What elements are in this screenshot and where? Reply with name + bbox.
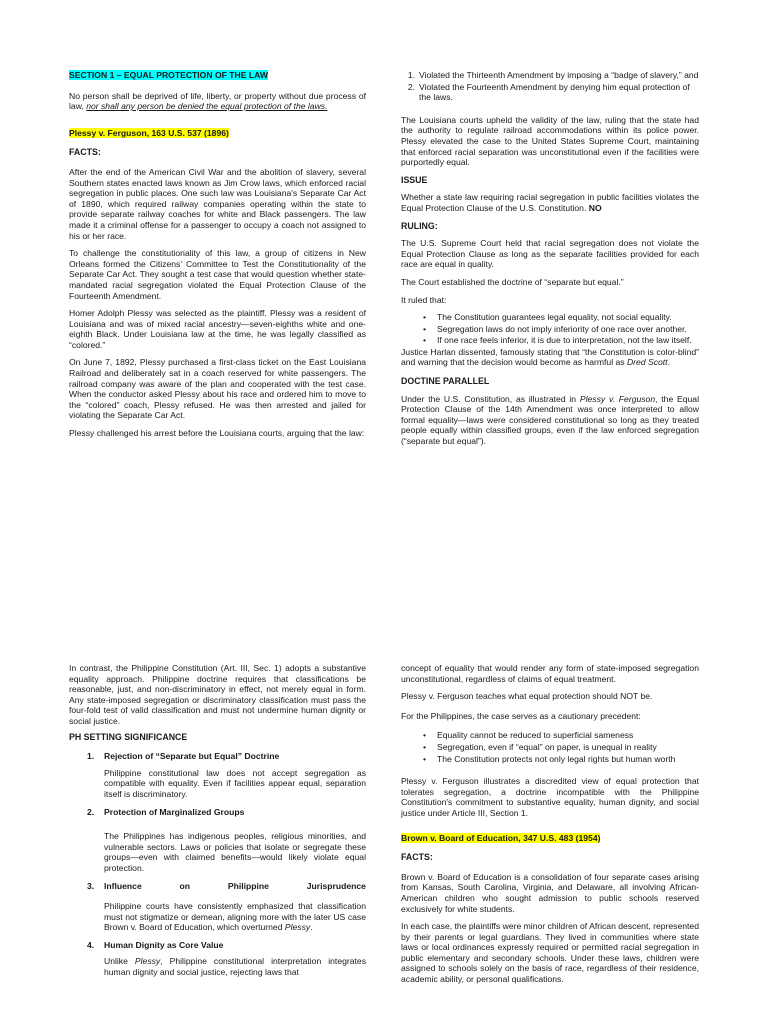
courts-paragraph: The Louisiana courts upheld the validity of the law, ruling that the state had the authority to regulate railroad accommodations within its police power. Plessy elevated the case to the United States Supreme Court, maintaining that enforced racial separation was unconstitutional even if the facilities were purportedly equal.	[401, 114, 699, 168]
ruled-bullets	[401, 312, 699, 346]
ph-item-title: Rejection of “Separate but Equal” Doctrine	[104, 751, 280, 762]
issue-answer: NO	[588, 202, 602, 213]
concept-paragraph: concept of equality that would render any form of state-imposed segregation unconstitutional, regardless of claims of equal treatment.	[401, 663, 699, 684]
ph-item-text: Philippine courts have consistently emphasized that classification must not stigmatize or demean, aligning more with the later US case Brown v. Board of Education, which overturned Plessy.	[104, 901, 366, 933]
issue-text: Whether a state law requiring racial segregation in public facilities violates the Equal Protection Clause of the U.S. Constitution. NO	[401, 192, 699, 213]
ph-item-text: The Philippines has indigenous peoples, religious minorities, and vulnerable sectors. Laws or policies that isolate or segregate these groups—even with claimed benefits—would likely violate equal protection.	[104, 831, 366, 873]
ph-item-text: Philippine constitutional law does not accept segregation as compatible with equality. Even if facilities appear equal, separation itself is discriminatory.	[104, 767, 366, 799]
ph-item-title: Influence on Philippine Jurisprudence	[104, 880, 366, 891]
paragraph: Homer Adolph Plessy was selected as the plaintiff. Plessy was a resident of Louisiana and was of mixed racial ancestry—seven-eighths white and one-eighth Black. Under Louisiana law at the time, he was legally classified as “colored.”	[69, 308, 366, 350]
paragraph: On June 7, 1892, Plessy purchased a first-class ticket on the East Louisiana Railroad and deliberately sat in a coach reserved for white passengers. The railroad company was aware of the plan and cooperated with the test case. When the conductor asked Plessy about his race and ordered him to move to the “colored” coach, Plessy refused. He was then arrested and jailed for violating the Separate Car Act.	[69, 357, 366, 421]
section-heading: SECTION 1 – EQUAL PROTECTION OF THE LAW	[69, 70, 268, 80]
section-text-emphasis: nor shall any person be denied the equal protection of the laws.	[86, 101, 328, 112]
facts-label: FACTS:	[69, 147, 101, 158]
ph-item: 1. Rejection of “Separate but Equal” Doctrine Philippine constitutional law does not accept segregation as compatible with equality. Even if facilities appear equal, separation itself is discriminatory.	[69, 751, 366, 799]
case-title-brown: Brown v. Board of Education, 347 U.S. 483 (1954)	[401, 832, 601, 843]
paragraph: In each case, the plaintiffs were minor children of African descent, represented by their parents or legal guardians. They lived in communities where state laws or local ordinances expressly required or permitted racial segregation in public elementary and secondary schools. Under these laws, children were assigned to schools solely on the basis of race, regardless of their residence, academic ability, or personal qualifications.	[401, 921, 699, 985]
issue-label: ISSUE	[401, 174, 428, 185]
top-right-column	[401, 70, 699, 454]
list-item: • Segregation, even if “equal” on paper, is unequal in reality	[423, 741, 657, 752]
bottom-right-column	[401, 663, 699, 992]
ph-setting-label: PH SETTING SIGNIFICANCE	[69, 731, 188, 742]
list-item: 1. Violated the Thirteenth Amendment by imposing a “badge of slavery,” and	[407, 70, 699, 80]
ruled-that: It ruled that:	[401, 294, 447, 305]
paragraph: Brown v. Board of Education is a consolidation of four separate cases arising from Kansas, South Carolina, Virginia, and Delaware, all involving African-American children who sought admission to public schools reserved exclusively for white students.	[401, 871, 699, 914]
list-item: • If one race feels inferior, it is due to interpretation, not the law itself.	[423, 335, 692, 346]
ph-item: 3. Influence on Philippine Jurisprudence Philippine courts have consistently emphasized that classification must not stigmatize or demean, aligning more with the later US case Brown v. Board of Education, which overturned Plessy.	[69, 881, 366, 933]
ph-item-title: Protection of Marginalized Groups	[104, 806, 245, 817]
summary-paragraph: Plessy v. Ferguson illustrates a discredited view of equal protection that tolerates segregation, a doctrine incompatible with the Philippine Constitution's commitment to substantive equality, human dignity, and social justice under Article III, Section 1.	[401, 776, 699, 818]
list-item: 2. Violated the Fourteenth Amendment by denying him equal protection of the laws.	[407, 81, 690, 103]
ph-item-text: Unlike Plessy, Philippine constitutional interpretation integrates human dignity and social justice, rejecting laws that	[104, 956, 366, 978]
argument-list	[401, 70, 699, 103]
parallel-paragraph: Under the U.S. Constitution, as illustrated in Plessy v. Ferguson, the Equal Protection Clause of the 14th Amendment was once interpreted to allow formal equality—laws were considered constitutional so long as they treated people equally within classified groups, even if the law enforced segregation (“separate but equal”).	[401, 393, 699, 447]
list-item: • Segregation laws do not imply inferiority of one race over another.	[423, 323, 687, 334]
ph-item-title: Human Dignity as Core Value	[104, 939, 224, 950]
top-left-column	[69, 70, 366, 446]
list-item: • Equality cannot be reduced to superficial sameness	[423, 730, 634, 741]
ph-item: 4. Human Dignity as Core Value Unlike Plessy, Philippine constitutional interpretation integrates human dignity and social justice, rejecting laws that	[69, 940, 366, 978]
ruling-paragraph: The U.S. Supreme Court held that racial segregation does not violate the Equal Protection Clause as long as the separate facilities provided for each race are equal in quality.	[401, 238, 699, 270]
ruling-label: RULING:	[401, 220, 438, 231]
facts-label: FACTS:	[401, 852, 433, 863]
contrast-paragraph: In contrast, the Philippine Constitution (Art. III, Sec. 1) adopts a substantive equality approach. Philippine doctrine requires that classifications be reasonable, just, and non-discriminatory in effect, not merely equal in form. Any state-imposed segregation or discriminatory classification must pass the four-fold test of valid classification and must not undermine human dignity or social justice.	[69, 663, 366, 726]
bottom-left-column	[69, 663, 366, 985]
harlan-paragraph: Justice Harlan dissented, famously stating that “the Constitution is color-blind” and warning that the decision would become as harmful as Dred Scott.	[401, 346, 699, 368]
paragraph: To challenge the constitutionality of this law, a group of citizens in New Orleans formed the Citizens' Committee to Test the Constitutionality of the Separate Car Act. They sought a test case that would question whether state-mandated racial segregation violated the Equal Protection Clause of the Fourteenth Amendment.	[69, 248, 366, 301]
list-item: • The Constitution guarantees legal equality, not social equality.	[423, 312, 672, 323]
teaches-paragraph: Plessy v. Ferguson teaches what equal protection should NOT be.	[401, 691, 653, 702]
doctrine-parallel-label: DOCTINE PARALLEL	[401, 376, 490, 387]
paragraph: After the end of the American Civil War and the abolition of slavery, several Southern states enacted laws known as Jim Crow laws, which enforced racial segregation in public places. One such law was Louisiana's Separate Car Act of 1890, which required railway companies operating within the state to provide separate railway coaches for white and Black passengers. The law made it a criminal offense for a passenger to occupy a coach not assigned to his or her race.	[69, 166, 366, 241]
for-ph-paragraph: For the Philippines, the case serves as a cautionary precedent:	[401, 710, 641, 721]
section-text: No person shall be deprived of life, liberty, or property without due process of law, nor shall any person be denied the equal protection of the laws.	[69, 90, 366, 112]
list-item: • The Constitution protects not only legal rights but human worth	[423, 753, 676, 764]
ph-bullets	[401, 730, 699, 764]
paragraph: Plessy challenged his arrest before the Louisiana courts, arguing that the law:	[69, 428, 365, 439]
doctrine-paragraph: The Court established the doctrine of “separate but equal.”	[401, 276, 624, 287]
case-title-plessy: Plessy v. Ferguson, 163 U.S. 537 (1896)	[69, 127, 229, 138]
ph-item: 2. Protection of Marginalized Groups The Philippines has indigenous peoples, religious minorities, and vulnerable sectors. Laws or policies that isolate or segregate these groups—even with claimed benefits—would likely violate equal protection.	[69, 807, 366, 874]
